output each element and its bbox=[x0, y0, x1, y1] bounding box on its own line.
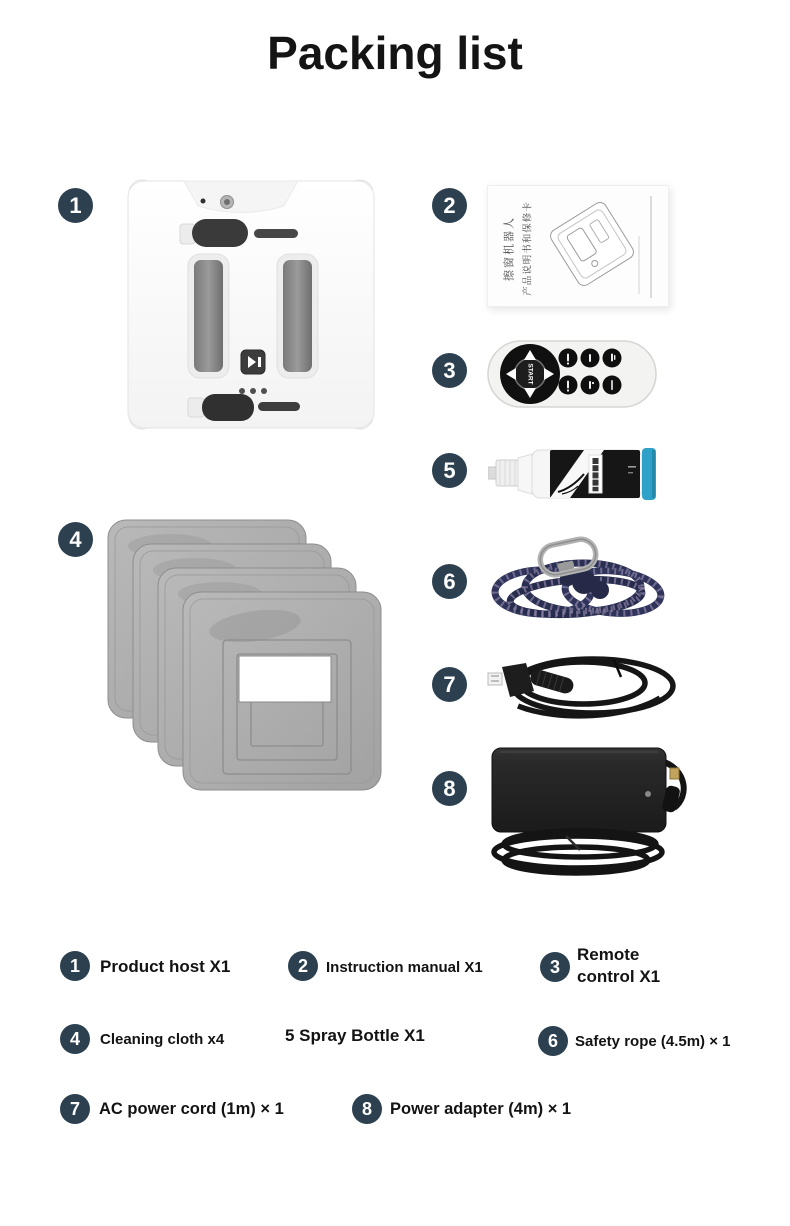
legend-label-product-host: Product host X1 bbox=[100, 957, 231, 976]
remote-control-photo bbox=[486, 339, 658, 409]
legend-badge-1: 1 bbox=[60, 951, 90, 981]
cord-connector bbox=[529, 668, 576, 696]
legend-label-spray-bottle: 5 Spray Bottle X1 bbox=[285, 1026, 425, 1045]
manual-robot-drawing bbox=[520, 172, 663, 315]
remote-dpad bbox=[500, 344, 560, 404]
manual-fine-print bbox=[650, 196, 652, 298]
robot-indicator-dots bbox=[239, 388, 267, 394]
spray-bottle-label bbox=[550, 450, 640, 498]
robot-host-photo bbox=[106, 162, 396, 447]
cloth-window-cutout bbox=[239, 656, 331, 702]
manual-fine-print-2 bbox=[638, 236, 640, 294]
cloth-layer-front bbox=[183, 592, 381, 790]
instruction-manual-photo bbox=[487, 185, 669, 307]
item-badge-8: 8 bbox=[432, 771, 467, 806]
item-badge-6: 6 bbox=[432, 564, 467, 599]
manual-title-line1: 擦窗机器人 bbox=[503, 216, 516, 281]
item-badge-5: 5 bbox=[432, 453, 467, 488]
legend-badge-6: 6 bbox=[538, 1026, 568, 1056]
power-adapter-photo bbox=[478, 744, 688, 878]
spray-bottle-photo bbox=[488, 446, 663, 502]
legend-label-safety-rope: Safety rope (4.5m) × 1 bbox=[575, 1033, 731, 1050]
cord-plug bbox=[488, 663, 534, 697]
item-badge-1: 1 bbox=[58, 188, 93, 223]
cord-loops bbox=[513, 659, 673, 716]
page-title: Packing list bbox=[267, 27, 523, 79]
robot-sensor-dot bbox=[201, 199, 206, 204]
adapter-cable-coil bbox=[494, 831, 662, 873]
adapter-brick bbox=[492, 748, 666, 832]
legend-label-remote-control: Remote control X1 bbox=[577, 945, 661, 986]
legend-badge-7: 7 bbox=[60, 1094, 90, 1124]
item-badge-2: 2 bbox=[432, 188, 467, 223]
manual-title-text bbox=[501, 184, 534, 314]
legend-badge-8: 8 bbox=[352, 1094, 382, 1124]
cleaning-cloths-photo bbox=[98, 514, 428, 814]
legend-label-power-adapter: Power adapter (4m) × 1 bbox=[390, 1100, 572, 1118]
legend-label-ac-power-cord: AC power cord (1m) × 1 bbox=[99, 1100, 284, 1118]
legend-label-instruction-manual: Instruction manual X1 bbox=[326, 959, 483, 976]
legend-badge-3: 3 bbox=[540, 952, 570, 982]
ac-power-cord-photo bbox=[478, 650, 680, 724]
adapter-dc-plug-tip bbox=[670, 768, 679, 779]
item-badge-3: 3 bbox=[432, 353, 467, 388]
safety-rope-photo bbox=[488, 534, 668, 626]
manual-title-line2: 产品说明书和保修卡 bbox=[522, 201, 534, 296]
item-badge-4: 4 bbox=[58, 522, 93, 557]
legend-badge-2: 2 bbox=[288, 951, 318, 981]
legend-label-cleaning-cloth: Cleaning cloth x4 bbox=[100, 1031, 225, 1048]
robot-play-pause-button bbox=[241, 350, 265, 374]
item-badge-7: 7 bbox=[432, 667, 467, 702]
remote-start-button-label: START bbox=[526, 363, 534, 385]
spray-nozzle bbox=[496, 454, 532, 494]
legend-badge-4: 4 bbox=[60, 1024, 90, 1054]
adapter-led bbox=[645, 791, 651, 797]
